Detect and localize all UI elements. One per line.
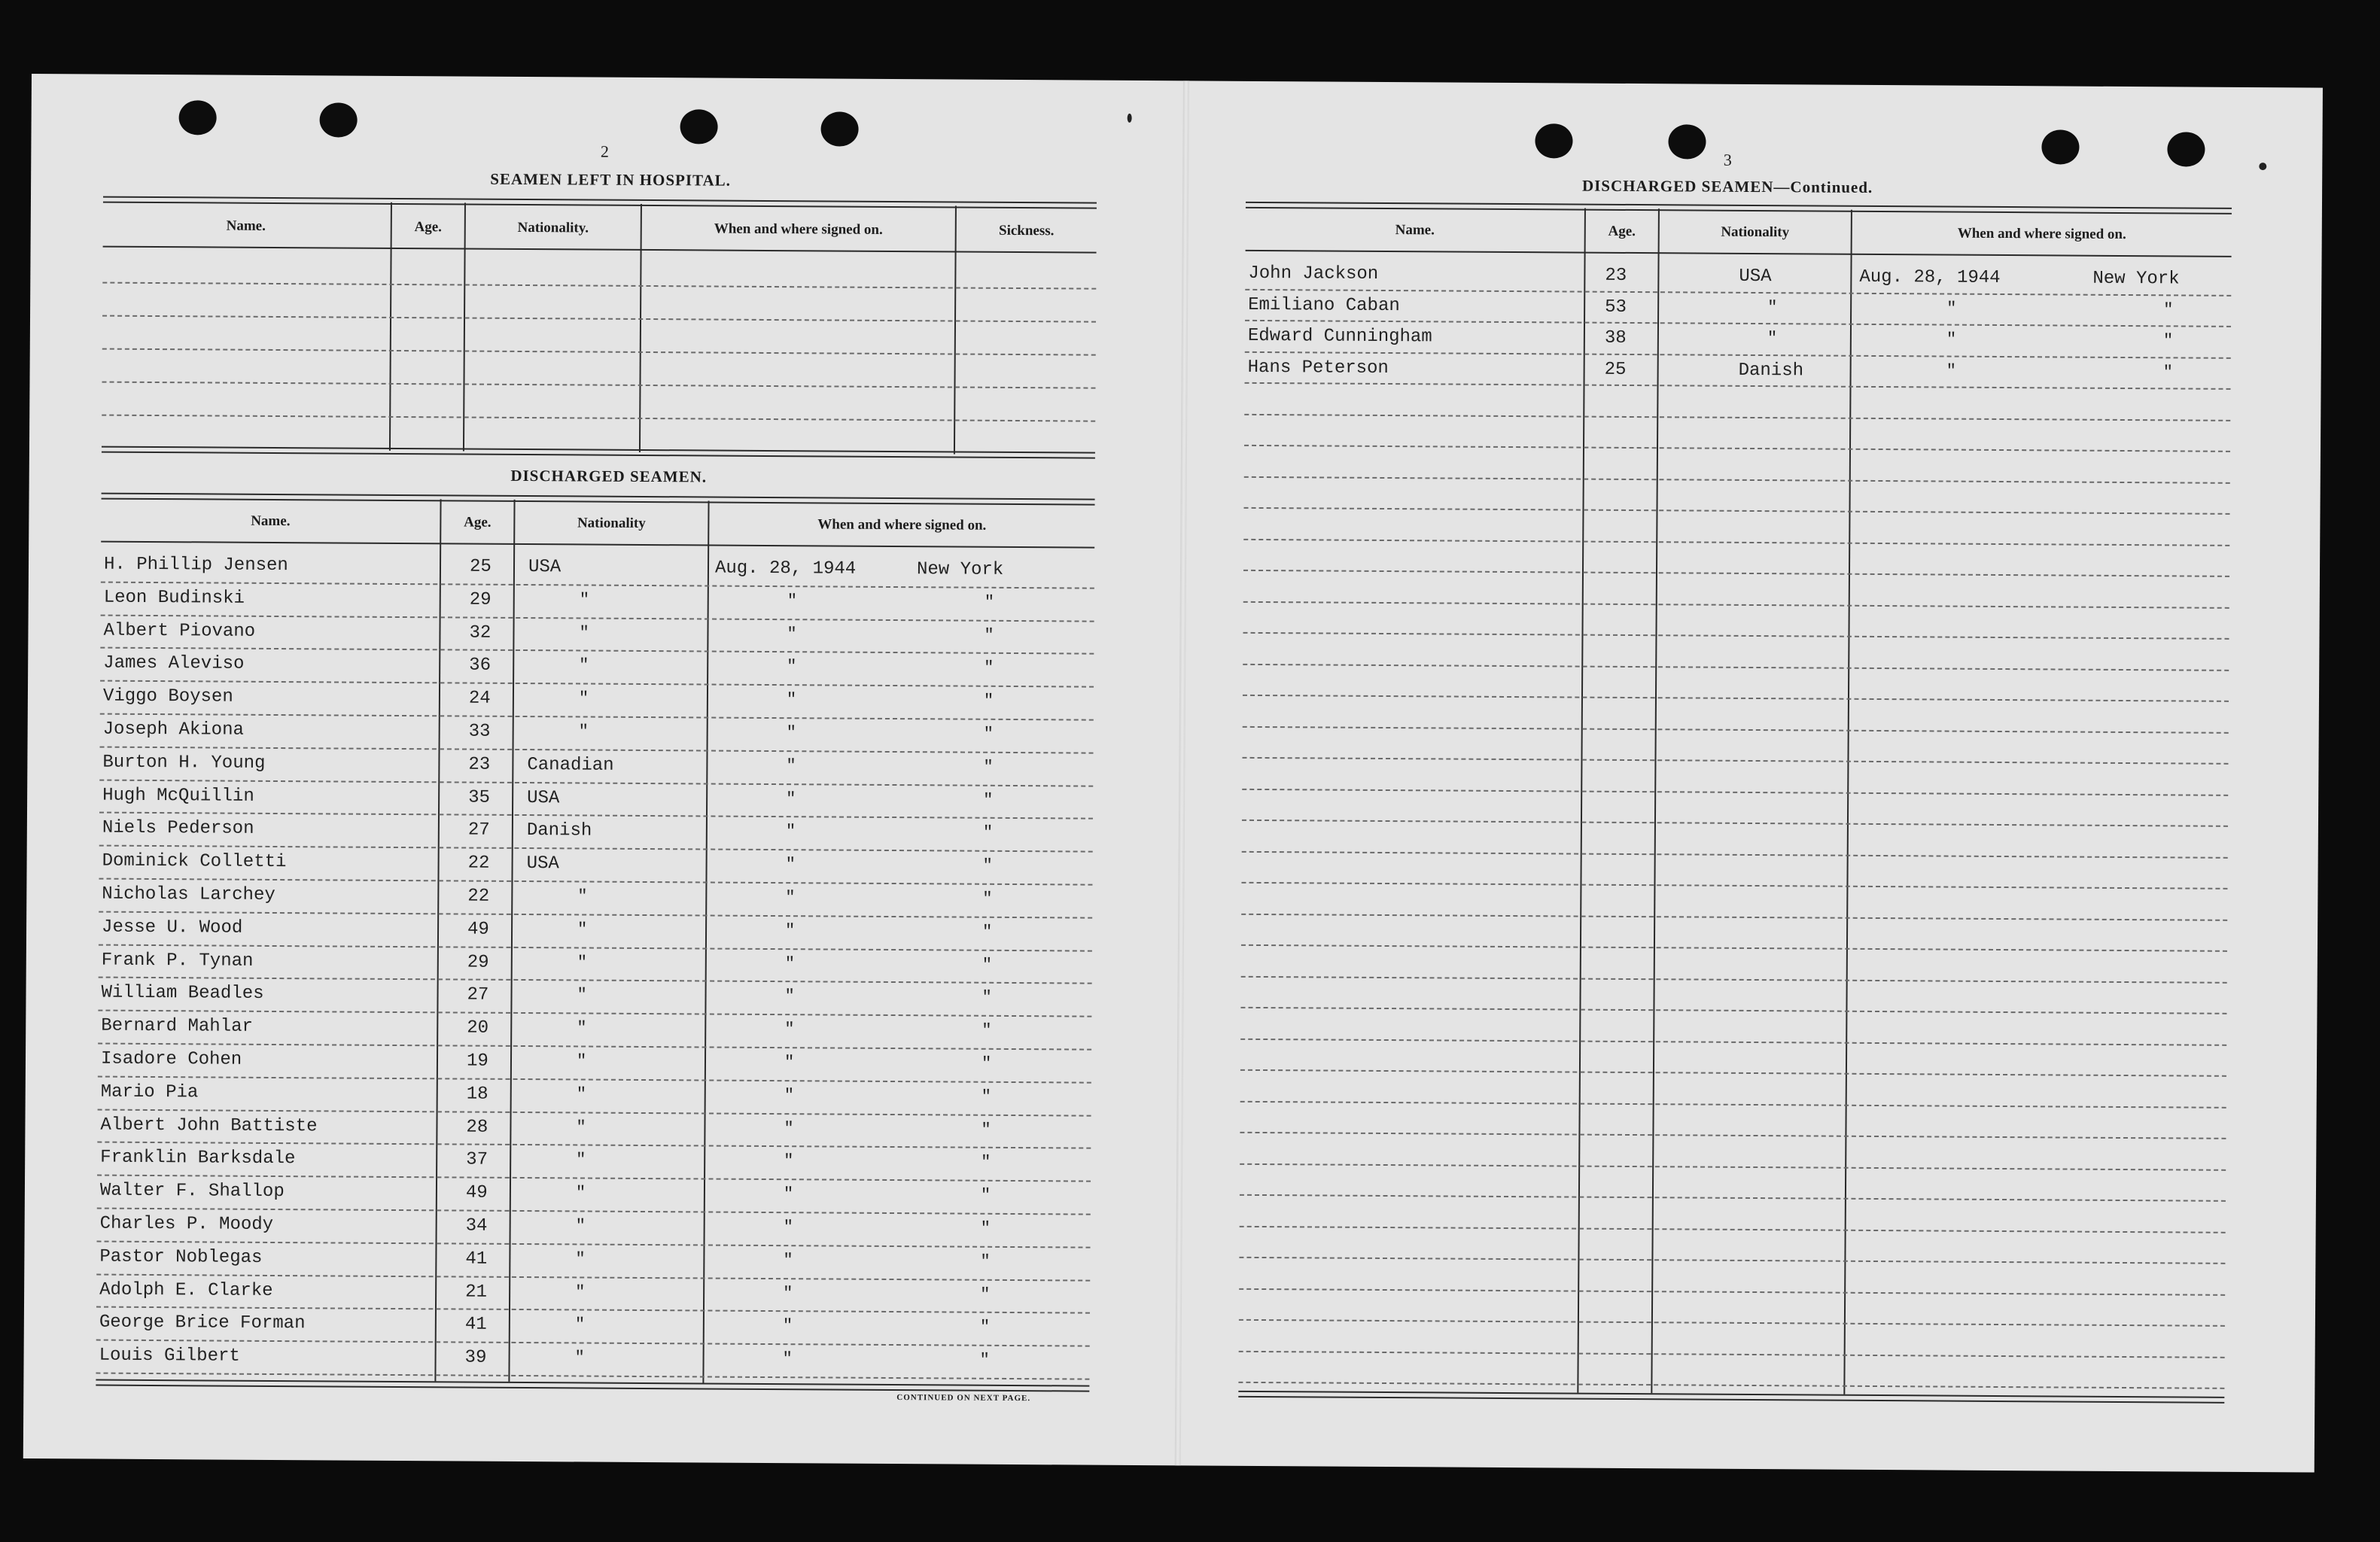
row-line xyxy=(1240,1194,2226,1202)
row-line xyxy=(1240,1100,2226,1108)
seaman-name: Frank P. Tynan xyxy=(101,950,254,972)
seaman-nationality: USA xyxy=(1739,266,1772,287)
seaman-name: Isadore Cohen xyxy=(100,1048,242,1070)
signed-on-date: " xyxy=(784,920,796,941)
seaman-nationality: " xyxy=(579,655,589,675)
signed-on-date: " xyxy=(1946,361,1956,381)
signed-on-place: " xyxy=(982,955,993,975)
table-top-rule xyxy=(102,493,1095,506)
seaman-nationality: " xyxy=(578,689,589,708)
seaman-nationality: USA xyxy=(527,787,560,808)
row-line xyxy=(99,911,1092,918)
seaman-nationality: " xyxy=(579,590,590,610)
signed-on-date: " xyxy=(784,1020,795,1039)
signed-on-date: " xyxy=(787,591,798,611)
table-bottom-rule xyxy=(96,1379,1089,1392)
row-line xyxy=(1243,570,2229,577)
row-line xyxy=(101,581,1094,589)
seaman-name: Nicholas Larchey xyxy=(102,884,275,905)
signed-on-place: " xyxy=(979,1318,991,1337)
punch-hole xyxy=(1668,124,1706,159)
signed-on-date: " xyxy=(786,690,797,710)
signed-on-date: " xyxy=(786,756,796,776)
table-bottom-rule xyxy=(102,446,1095,459)
continued-note: CONTINUED ON NEXT PAGE. xyxy=(896,1393,1031,1404)
column-divider xyxy=(1577,208,1586,1393)
row-line xyxy=(1242,757,2228,765)
punch-hole xyxy=(179,100,217,135)
row-line xyxy=(1244,445,2230,452)
seaman-nationality: " xyxy=(575,1249,586,1269)
row-line xyxy=(1239,1319,2225,1327)
row-line xyxy=(1243,601,2229,608)
seaman-name: Hugh McQuillin xyxy=(102,785,254,807)
header-name: Name. xyxy=(1395,222,1435,239)
seaman-age: 20 xyxy=(467,1017,489,1039)
seaman-name: Charles P. Moody xyxy=(99,1213,274,1235)
punch-hole xyxy=(1535,123,1572,158)
signed-on-date: " xyxy=(784,1053,795,1072)
seaman-name: Niels Pederson xyxy=(102,817,254,840)
seaman-name: John Jackson xyxy=(1248,263,1379,284)
header-age: Age. xyxy=(464,514,492,531)
page-fold xyxy=(1175,81,1189,1465)
seaman-nationality: " xyxy=(1767,297,1778,317)
seaman-nationality: " xyxy=(577,1018,587,1038)
signed-on-date: " xyxy=(784,1085,795,1106)
seaman-age: 29 xyxy=(469,589,492,610)
column-divider xyxy=(463,203,466,452)
seaman-age: 41 xyxy=(464,1314,487,1336)
row-line xyxy=(1241,882,2227,890)
row-line xyxy=(1240,1163,2226,1170)
row-line xyxy=(1239,1257,2225,1264)
header-when-where: When and where signed on. xyxy=(714,221,883,238)
punch-hole xyxy=(319,102,357,137)
seaman-nationality: " xyxy=(575,1282,586,1302)
table-top-rule xyxy=(103,196,1097,209)
signed-on-place: " xyxy=(982,922,993,941)
seaman-nationality: " xyxy=(577,953,588,972)
signed-on-place: " xyxy=(983,691,994,711)
signed-on-place: " xyxy=(2162,362,2173,382)
seaman-nationality: " xyxy=(574,1348,585,1367)
seaman-age: 18 xyxy=(466,1084,488,1105)
row-line xyxy=(1243,725,2229,733)
signed-on-place: " xyxy=(981,1087,992,1106)
seaman-name: Burton H. Young xyxy=(102,752,266,774)
seaman-name: Viggo Boysen xyxy=(102,686,233,707)
header-rule xyxy=(101,541,1094,549)
seaman-name: Mario Pia xyxy=(100,1081,199,1103)
seaman-name: H. Phillip Jensen xyxy=(103,554,288,576)
seaman-nationality: " xyxy=(579,623,589,643)
signed-on-place: " xyxy=(981,1153,991,1172)
seaman-nationality: " xyxy=(575,1183,586,1203)
signed-on-place: " xyxy=(980,1185,991,1205)
signed-on-date: " xyxy=(782,1349,793,1369)
seaman-name: Emiliano Caban xyxy=(1248,294,1400,316)
seaman-age: 36 xyxy=(469,655,492,677)
signed-on-place: " xyxy=(980,1285,991,1304)
seaman-name: Bernard Mahlar xyxy=(101,1015,253,1038)
row-line xyxy=(102,415,1095,422)
signed-on-place: " xyxy=(2163,300,2174,319)
row-line xyxy=(1241,944,2227,952)
column-divider xyxy=(954,205,957,454)
signed-on-date: Aug. 28, 1944 xyxy=(1859,266,2001,288)
signed-on-place: " xyxy=(980,1252,991,1271)
header-name: Name. xyxy=(226,217,266,234)
hospital-section-title: SEAMEN LEFT IN HOSPITAL. xyxy=(490,169,732,190)
seaman-age: 25 xyxy=(469,556,492,577)
signed-on-place: " xyxy=(2162,331,2174,351)
seaman-name: Leon Budinski xyxy=(103,587,245,609)
signed-on-date: " xyxy=(785,822,796,841)
signed-on-place: " xyxy=(982,889,993,908)
row-line xyxy=(1244,476,2230,483)
row-line xyxy=(1243,663,2229,671)
row-line xyxy=(1241,913,2227,920)
column-divider xyxy=(434,499,441,1381)
ink-speck xyxy=(2259,163,2266,170)
signed-on-place: " xyxy=(984,658,994,678)
row-line xyxy=(100,680,1094,688)
seaman-age: 29 xyxy=(467,952,489,973)
row-line xyxy=(1240,1038,2226,1045)
seaman-age: 35 xyxy=(468,787,491,808)
seaman-nationality: " xyxy=(576,1084,587,1104)
signed-on-date: " xyxy=(784,987,795,1006)
row-line xyxy=(102,282,1096,290)
row-line xyxy=(102,382,1095,389)
seaman-nationality: " xyxy=(576,1051,587,1071)
row-line xyxy=(1240,1132,2226,1139)
page-number-left: 2 xyxy=(600,141,609,161)
row-line xyxy=(96,1373,1089,1380)
punch-hole xyxy=(2167,132,2205,166)
header-rule xyxy=(103,246,1097,254)
header-rule xyxy=(1246,250,2232,257)
row-line xyxy=(1239,1350,2225,1358)
row-line xyxy=(1239,1288,2225,1295)
seaman-name: Louis Gilbert xyxy=(99,1345,240,1367)
seaman-nationality: " xyxy=(576,1118,586,1137)
row-line xyxy=(1242,820,2228,827)
signed-on-date: " xyxy=(1946,330,1957,349)
row-line xyxy=(1243,538,2229,546)
row-line xyxy=(1240,1069,2226,1077)
seaman-nationality: Danish xyxy=(526,820,592,841)
row-line xyxy=(1243,695,2229,702)
seaman-age: 27 xyxy=(467,820,490,841)
seaman-name: Franklin Barksdale xyxy=(100,1147,296,1169)
signed-on-date: " xyxy=(784,1151,794,1171)
signed-on-date: " xyxy=(783,1283,793,1303)
seaman-age: 41 xyxy=(465,1249,488,1270)
row-line xyxy=(1244,507,2230,515)
column-divider xyxy=(639,204,642,452)
signed-on-place: " xyxy=(983,757,994,777)
seaman-name: William Beadles xyxy=(101,982,264,1005)
seaman-nationality: " xyxy=(575,1216,586,1236)
seaman-nationality: " xyxy=(577,985,587,1005)
seaman-name: George Brice Forman xyxy=(99,1312,306,1334)
page-number-right: 3 xyxy=(1723,150,1732,169)
signed-on-date: " xyxy=(783,1185,794,1204)
signed-on-date: " xyxy=(1946,299,1957,318)
row-line xyxy=(98,1043,1091,1051)
signed-on-place: " xyxy=(979,1350,990,1370)
seaman-age: 24 xyxy=(468,688,491,709)
row-line xyxy=(100,713,1094,721)
signed-on-place: " xyxy=(983,724,994,744)
row-line xyxy=(1241,975,2227,983)
seaman-name: Hans Peterson xyxy=(1247,357,1389,379)
signed-on-place: " xyxy=(981,1054,992,1073)
signed-on-date: " xyxy=(783,1250,793,1270)
signed-on-place: " xyxy=(982,823,994,843)
seaman-age: 19 xyxy=(466,1051,488,1072)
seaman-age: 49 xyxy=(467,919,489,940)
signed-on-place: " xyxy=(984,592,995,612)
header-when-where: When and where signed on. xyxy=(1957,225,2126,243)
signed-on-place: " xyxy=(980,1218,991,1238)
signed-on-place: " xyxy=(983,790,994,810)
column-divider xyxy=(1843,210,1852,1394)
document-sheet xyxy=(23,74,2323,1473)
signed-on-date: " xyxy=(787,657,797,677)
seaman-name: Albert Piovano xyxy=(103,620,256,642)
discharged-continued-title: DISCHARGED SEAMEN—Continued. xyxy=(1581,176,1873,196)
seaman-nationality: USA xyxy=(526,853,559,874)
signed-on-place: " xyxy=(982,988,992,1008)
seaman-name: Dominick Colletti xyxy=(102,850,287,873)
seaman-age: 53 xyxy=(1605,297,1627,318)
seaman-nationality: " xyxy=(1767,329,1778,348)
seaman-nationality: " xyxy=(574,1315,586,1334)
punch-hole xyxy=(680,109,717,144)
seaman-nationality: " xyxy=(577,887,588,906)
seaman-age: 25 xyxy=(1604,359,1627,380)
row-line xyxy=(1243,632,2229,640)
signed-on-place: " xyxy=(981,1120,991,1139)
seaman-age: 39 xyxy=(464,1347,487,1368)
seaman-nationality: USA xyxy=(528,557,562,578)
discharged-section-title: DISCHARGED SEAMEN. xyxy=(510,466,708,486)
signed-on-date: " xyxy=(784,1118,794,1138)
column-divider xyxy=(389,202,392,451)
signed-on-date: " xyxy=(786,789,796,808)
seaman-age: 23 xyxy=(1605,265,1627,286)
seaman-name: Albert John Battiste xyxy=(100,1115,318,1136)
column-divider xyxy=(1651,208,1660,1393)
table-bottom-rule xyxy=(1238,1391,2224,1404)
row-line xyxy=(100,647,1094,655)
signed-on-place: New York xyxy=(916,559,1004,580)
ink-speck xyxy=(1128,114,1132,123)
seaman-age: 32 xyxy=(469,622,492,643)
seaman-age: 28 xyxy=(466,1117,488,1138)
seaman-age: 37 xyxy=(466,1149,488,1171)
seaman-nationality: Danish xyxy=(1738,360,1804,381)
seaman-name: Walter F. Shallop xyxy=(99,1180,285,1203)
header-nationality: Nationality xyxy=(577,515,646,531)
header-nationality: Nationality xyxy=(1721,224,1790,241)
row-line xyxy=(102,348,1096,356)
seaman-name: Edward Cunningham xyxy=(1247,325,1432,348)
row-line xyxy=(1238,1382,2224,1389)
seaman-nationality: " xyxy=(578,722,589,741)
seaman-age: 22 xyxy=(467,886,490,907)
punch-hole xyxy=(820,111,858,146)
row-line xyxy=(102,315,1096,323)
signed-on-date: " xyxy=(783,1218,793,1237)
seaman-age: 22 xyxy=(467,853,490,874)
seaman-name: Jesse U. Wood xyxy=(101,917,243,938)
row-line xyxy=(1242,850,2228,858)
seaman-nationality: " xyxy=(577,920,588,939)
seaman-age: 49 xyxy=(465,1182,488,1203)
seaman-age: 38 xyxy=(1604,327,1627,348)
signed-on-place: New York xyxy=(2092,268,2180,290)
seaman-age: 33 xyxy=(468,721,491,742)
signed-on-date: Aug. 28, 1944 xyxy=(714,558,857,579)
row-line xyxy=(1240,1225,2226,1233)
header-when-where: When and where signed on. xyxy=(817,516,987,534)
row-line xyxy=(1245,351,2231,358)
seaman-name: Adolph E. Clarke xyxy=(99,1279,273,1301)
signed-on-place: " xyxy=(982,1020,992,1041)
signed-on-place: " xyxy=(982,856,993,876)
row-line xyxy=(96,1340,1090,1347)
table-top-rule xyxy=(1246,202,2232,214)
seaman-age: 34 xyxy=(465,1215,488,1236)
signed-on-date: " xyxy=(787,624,797,643)
column-divider xyxy=(702,500,709,1382)
row-line xyxy=(1242,788,2228,795)
header-sickness: Sickness. xyxy=(998,222,1055,239)
signed-on-date: " xyxy=(785,888,796,908)
header-name: Name. xyxy=(251,512,291,530)
seaman-name: James Aleviso xyxy=(103,652,245,675)
signed-on-date: " xyxy=(784,953,796,973)
header-age: Age. xyxy=(414,219,443,236)
seaman-nationality: Canadian xyxy=(527,754,614,776)
signed-on-date: " xyxy=(785,855,796,874)
header-age: Age. xyxy=(1608,223,1636,240)
punch-hole xyxy=(2041,129,2079,164)
row-line xyxy=(1240,1007,2226,1014)
seaman-age: 21 xyxy=(465,1282,488,1303)
signed-on-place: " xyxy=(984,625,994,645)
row-line xyxy=(1244,413,2230,421)
signed-on-date: " xyxy=(786,723,796,743)
signed-on-date: " xyxy=(782,1316,793,1336)
seaman-age: 23 xyxy=(468,754,491,775)
seaman-name: Pastor Noblegas xyxy=(99,1246,263,1268)
row-line xyxy=(98,1075,1091,1083)
seaman-age: 27 xyxy=(467,984,489,1006)
header-nationality: Nationality. xyxy=(517,219,589,236)
seaman-nationality: " xyxy=(576,1150,586,1169)
row-line xyxy=(1245,382,2231,390)
seaman-name: Joseph Akiona xyxy=(102,719,244,741)
column-divider xyxy=(508,500,515,1382)
